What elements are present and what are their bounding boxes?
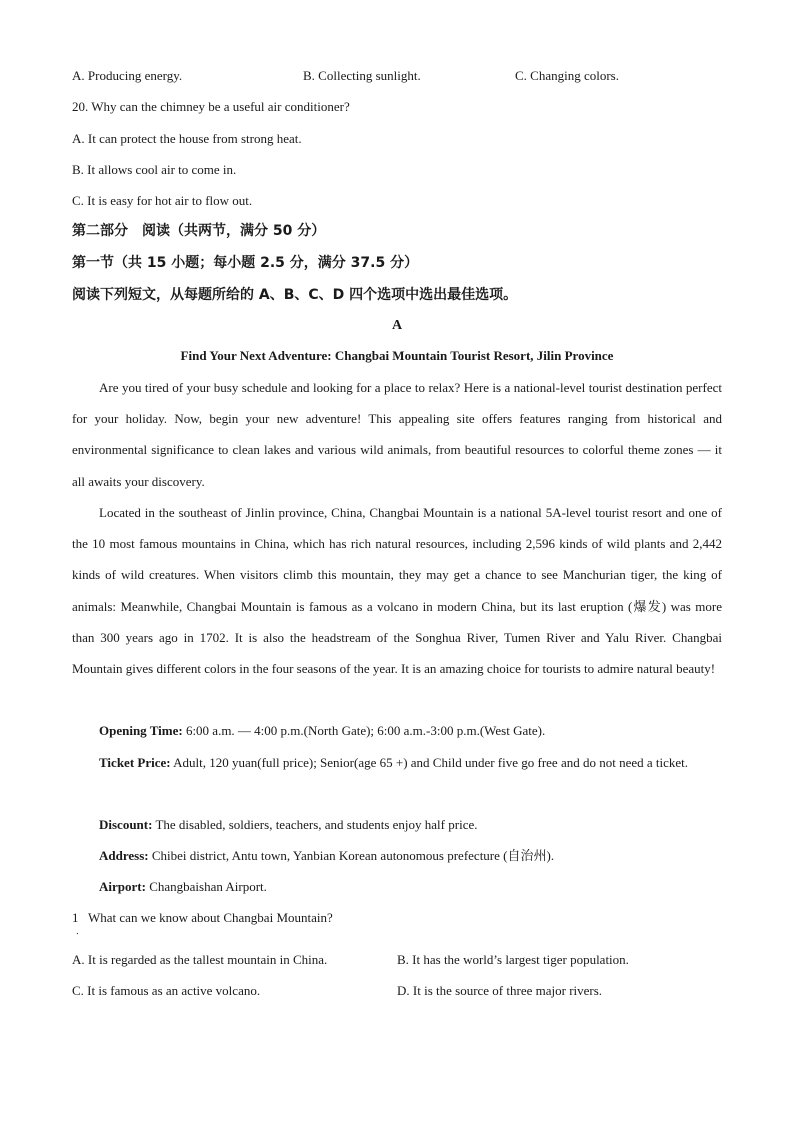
discount xyxy=(72,809,722,840)
passage-title: Find Your Next Adventure: Changbai Mountain Tourist Resort, Jilin Province xyxy=(180,348,614,363)
paragraph-2-text: Located in the southeast of Jinlin province, China, Changbai Mountain is a national 5A-level tourist resort and one of the 10 most famous mountains in China, which has rich natural resources, including 2,596 kinds of wild plants and 2,442 kinds of wild creatures. When visitors climb this mountain, they may get a chance to see Manchurian tiger, the king of animals: Meanwhile, Changbai Mountain is famous as a volcano in modern China, but its last eruption (爆发) was more than 300 years ago in 1702. It is also the headstream of the Songhua River, Tumen River and Yalu River. Changbai Mountain gives different colors in the four seasons of the year. It is an amazing choice for tourists to admire natural beauty! xyxy=(72,505,722,677)
airport-value: Changbaishan Airport. xyxy=(145,879,267,894)
q20-question: 20. Why can the chimney be a useful air conditioner? xyxy=(72,99,350,114)
instruction-text: 阅读下列短文，从每题所给的 A、B、C、D 四个选项中选出最佳选项。 xyxy=(72,287,518,303)
discount-value: The disabled, soldiers, teachers, and students enjoy half price. xyxy=(152,817,478,832)
airport xyxy=(72,871,722,902)
part2-heading: 第二部分 阅读（共两节，满分 50 分） xyxy=(72,223,326,239)
q1-option-b: B. It has the world’s largest tiger population. xyxy=(397,952,629,967)
q19-option-a: A. Producing energy. xyxy=(72,68,183,83)
address-value: Chibei district, Antu town, Yanbian Korean autonomous prefecture (自治州). xyxy=(148,848,555,863)
opening-time-label: Opening Time: xyxy=(99,723,183,738)
q1-number: 1 xyxy=(72,910,79,925)
ticket-price-value: Adult, 120 yuan(full price); Senior(age 65 +) and Child under five go free and do not need a ticket. xyxy=(170,755,689,770)
discount-label: Discount: xyxy=(99,817,153,832)
address xyxy=(72,840,722,871)
q20-option-b: B. It allows cool air to come in. xyxy=(72,162,237,177)
passage-paragraph-1 xyxy=(72,372,722,497)
q20-option-a: A. It can protect the house from strong heat. xyxy=(72,131,302,146)
q19-option-c: C. Changing colors. xyxy=(515,68,619,83)
opening-time-value: 6:00 a.m. — 4:00 p.m.(North Gate); 6:00 a.m.-3:00 p.m.(West Gate). xyxy=(182,723,546,738)
paragraph-1-text: Are you tired of your busy schedule and looking for a place to relax? Here is a national-level tourist destination perfect for your holiday. Now, begin your new adventure! This appealing site offers features ranging from historical and environmental significance to clean lakes and various wild animals, from beautiful resources to colorful theme zones — it all awaits your discovery. xyxy=(72,380,722,489)
q20-option-c: C. It is easy for hot air to flow out. xyxy=(72,193,253,208)
address-label: Address: xyxy=(99,848,149,863)
q1-option-c: C. It is famous as an active volcano. xyxy=(72,983,261,998)
q1-option-a: A. It is regarded as the tallest mountain in China. xyxy=(72,952,328,967)
passage-paragraph-2 xyxy=(72,497,722,684)
q1-dot: ． xyxy=(76,926,86,936)
q1-option-d: D. It is the source of three major rivers. xyxy=(397,983,603,998)
q19-option-b: B. Collecting sunlight. xyxy=(303,68,421,83)
section1-heading: 第一节（共 15 小题；每小题 2.5 分，满分 37.5 分） xyxy=(72,255,419,271)
opening-time xyxy=(72,715,722,746)
ticket-price-label: Ticket Price: xyxy=(99,755,171,770)
q1-question: What can we know about Changbai Mountain? xyxy=(88,910,333,925)
passage-letter: A xyxy=(391,318,403,333)
ticket-price xyxy=(72,747,722,778)
airport-label: Airport: xyxy=(99,879,146,894)
